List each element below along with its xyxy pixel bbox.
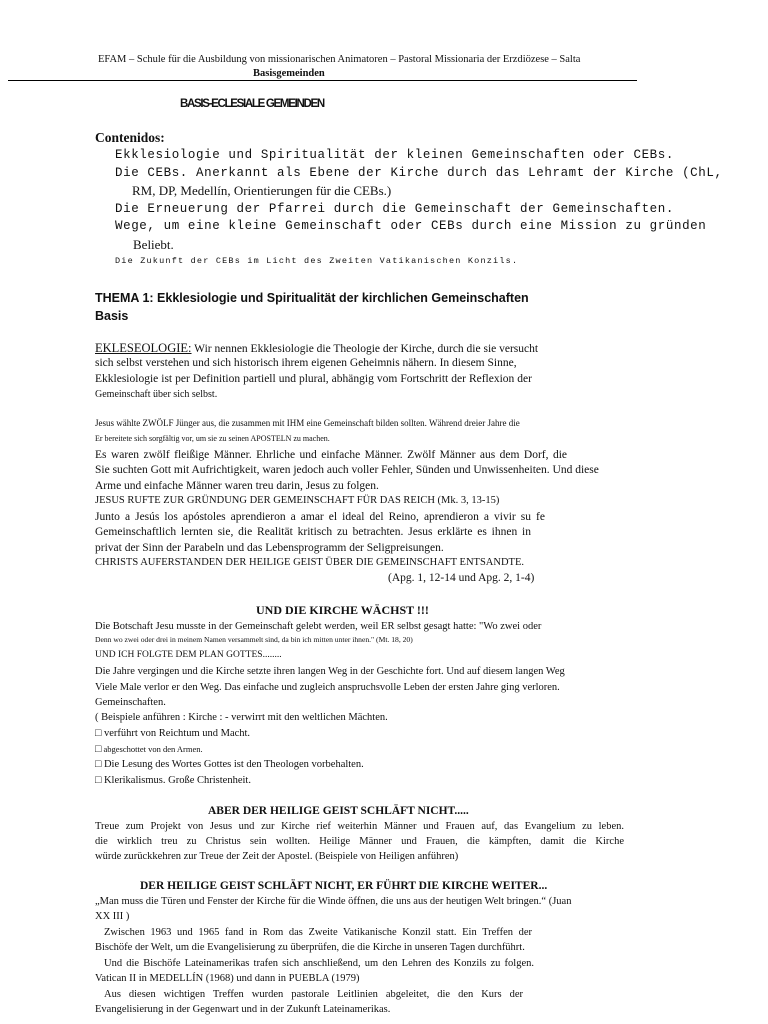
- kirche-line-7: ( Beispiele anführen : Kirche : - verwirrt mit den weltlichen Mächten.: [95, 712, 388, 723]
- jesus-para-2: Sie suchten Gott mit Aufrichtigkeit, waren jedoch auch voller Fehler, Sünden und Unwissenheiten. Und diese: [95, 464, 599, 476]
- thema1-heading: THEMA 1: Ekklesiologie und Spiritualität der kirchlichen Gemeinschaften: [95, 291, 529, 305]
- kirche-line-3: UND ICH FOLGTE DEM PLAN GOTTES........: [95, 650, 282, 660]
- contents-item-1: Ekklesiologie und Spiritualität der kleinen Gemeinschaften oder CEBs.: [115, 148, 674, 162]
- kirche-line-1: Die Botschaft Jesu musste in der Gemeinschaft gelebt werden, weil ER selbst gesagt hatte: "Wo zwei oder: [95, 621, 542, 632]
- contents-item-4-cont: Beliebt.: [133, 237, 174, 252]
- kirche-bullet-1: □ verführt von Reichtum und Macht.: [95, 728, 251, 739]
- jesus-para-3: Arme und einfache Männer waren treu darin, Jesus zu folgen.: [95, 480, 379, 492]
- contents-heading: Contenidos:: [95, 130, 165, 145]
- ekklesiologie-line-2: sich selbst verstehen und sich historisch ihrem eigenen Geheimnis nähern. In diesem Sinne,: [95, 357, 517, 369]
- jesus-para-1: Es waren zwölf fleißige Männer. Ehrliche und einfache Männer. Zwölf Männer aus dem Dorf, die: [95, 449, 567, 461]
- geist1-line-3: würde zurückkehren zur Treue der Zeit der Apostel. (Beispiele von Heiligen anführen): [95, 851, 459, 862]
- jesus-caps-2: CHRISTS AUFERSTANDEN DER HEILIGE GEIST ÜBER DIE GEMEINSCHAFT ENTSANDTE.: [95, 557, 524, 568]
- ekklesiologie-term: EKLESEOLOGIE:: [95, 341, 192, 355]
- kirche-line-4: Die Jahre vergingen und die Kirche setzte ihren langen Weg in der Geschichte fort. Und auf diesem langen Weg: [95, 666, 565, 677]
- geist2-line-6: Vatican II in MEDELLÍN (1968) und dann in PUEBLA (1979): [95, 973, 360, 984]
- kirche-heading: UND DIE KIRCHE WÄCHST !!!: [256, 603, 429, 617]
- contents-item-4: Wege, um eine kleine Gemeinschaft oder CEBs durch eine Mission zu gründen: [115, 219, 707, 233]
- jesus-small-2: Er bereitete sich sorgfältig vor, um sie zu seinen APOSTELN zu machen.: [95, 434, 330, 443]
- geist2-line-7: Aus diesen wichtigen Treffen wurden pastorale Leitlinien abgeleitet, die den Kurs der: [104, 989, 523, 1000]
- bullet-box-icon: □: [95, 728, 102, 739]
- ekklesiologie-line-1: [95, 341, 538, 356]
- contents-item-3: Die Erneuerung der Pfarrei durch die Gemeinschaft der Gemeinschaften.: [115, 202, 674, 216]
- jesus-caps-1: JESUS RUFTE ZUR GRÜNDUNG DER GEMEINSCHAFT FÜR DAS REICH (Mk. 3, 13-15): [95, 495, 500, 506]
- ekklesiologie-line-3: Ekklesiologie ist per Definition partiell und plural, abhängig vom Fortschritt der Reflexion der: [95, 373, 532, 385]
- jesus-reference: (Apg. 1, 12-14 und Apg. 2, 1-4): [388, 572, 535, 584]
- geist1-heading: ABER DER HEILIGE GEIST SCHLÄFT NICHT.....: [208, 805, 469, 817]
- bullet-box-icon: □: [95, 744, 102, 755]
- thema1-heading-cont: Basis: [95, 309, 129, 323]
- geist2-line-8: Evangelisierung in der Gegenwart und in der Zukunft Lateinamerikas.: [95, 1004, 391, 1015]
- contents-item-2-cont: RM, DP, Medellín, Orientierungen für die CEBs.): [132, 183, 392, 198]
- kirche-bullet-4: □ Klerikalismus. Große Christenheit.: [95, 775, 251, 786]
- jesus-small-1: Jesus wählte ZWÖLF Jünger aus, die zusammen mit IHM eine Gemeinschaft bilden sollten. Während dreier Jahre die: [95, 418, 520, 428]
- contents-item-5: Die Zukunft der CEBs im Licht des Zweiten Vatikanischen Konzils.: [115, 256, 519, 266]
- geist2-line-3: Zwischen 1963 und 1965 fand in Rom das Zweite Vatikanische Konzil statt. Ein Treffen der: [104, 927, 532, 938]
- ekklesiologie-text-1: Wir nennen Ekklesiologie die Theologie der Kirche, durch die sie versucht: [191, 343, 539, 355]
- geist2-line-2: XX III ): [95, 911, 130, 922]
- jesus-para-4: Junto a Jesús los apóstoles aprendieron a amar el ideal del Reino, aprendieron a vivir su fe: [95, 511, 545, 523]
- kirche-line-5: Viele Male verlor er den Weg. Das einfache und zugleich anspruchsvolle Leben der ersten Jahre ging verloren.: [95, 682, 560, 693]
- geist1-line-2: die wirklich treu zu Christus sein wollten. Heilige Männer und Frauen, die kämpften, damit die Kirche: [95, 836, 624, 847]
- geist1-line-1: Treue zum Projekt von Jesus und zur Kirche rief weiterhin Männer und Frauen auf, das Evangelium zu leben.: [95, 821, 624, 832]
- bullet-box-icon: □: [95, 775, 102, 786]
- jesus-para-6: privat der Sinn der Parabeln und das Lebensprogramm der Seligpreisungen.: [95, 542, 444, 554]
- ekklesiologie-line-4: Gemeinschaft über sich selbst.: [95, 389, 218, 400]
- kirche-line-2: Denn wo zwei oder drei in meinem Namen versammelt sind, da bin ich mitten unter ihnen." (Mt. 18, 20): [95, 635, 413, 644]
- geist2-heading: DER HEILIGE GEIST SCHLÄFT NICHT, ER FÜHRT DIE KIRCHE WEITER...: [140, 880, 548, 892]
- kirche-line-6: Gemeinschaften.: [95, 697, 166, 708]
- header-rule: [8, 80, 637, 81]
- geist2-line-1: „Man muss die Türen und Fenster der Kirche für die Winde öffnen, die uns aus der heutigen Welt bringen.“ (Juan: [95, 896, 572, 907]
- geist2-line-4: Bischöfe der Welt, um die Evangelisierung zu überprüfen, die die Kirche in unseren Tagen durchführt.: [95, 942, 525, 953]
- header-line-2: Basisgemeinden: [253, 68, 325, 79]
- jesus-para-5: Gemeinschaftlich lernten sie, die Realität kritisch zu betrachten. Jesus erklärte es ihnen in: [95, 526, 531, 538]
- header-line-1: EFAM – Schule für die Ausbildung von missionarischen Animatoren – Pastoral Missionaria der Erzdiözese – Salta: [98, 54, 581, 65]
- contents-item-2: Die CEBs. Anerkannt als Ebene der Kirche durch das Lehramt der Kirche (ChL,: [115, 166, 723, 180]
- kirche-bullet-2: □ abgeschottet von den Armen.: [95, 744, 203, 755]
- kirche-bullet-3: □ Die Lesung des Wortes Gottes ist den Theologen vorbehalten.: [95, 759, 364, 770]
- geist2-line-5: Und die Bischöfe Lateinamerikas trafen sich anschließend, um den Lehren des Konzils zu folgen.: [104, 958, 534, 969]
- bullet-box-icon: □: [95, 759, 102, 770]
- document-title: BASIS-ECLESIALE GEMEINDEN: [180, 98, 324, 110]
